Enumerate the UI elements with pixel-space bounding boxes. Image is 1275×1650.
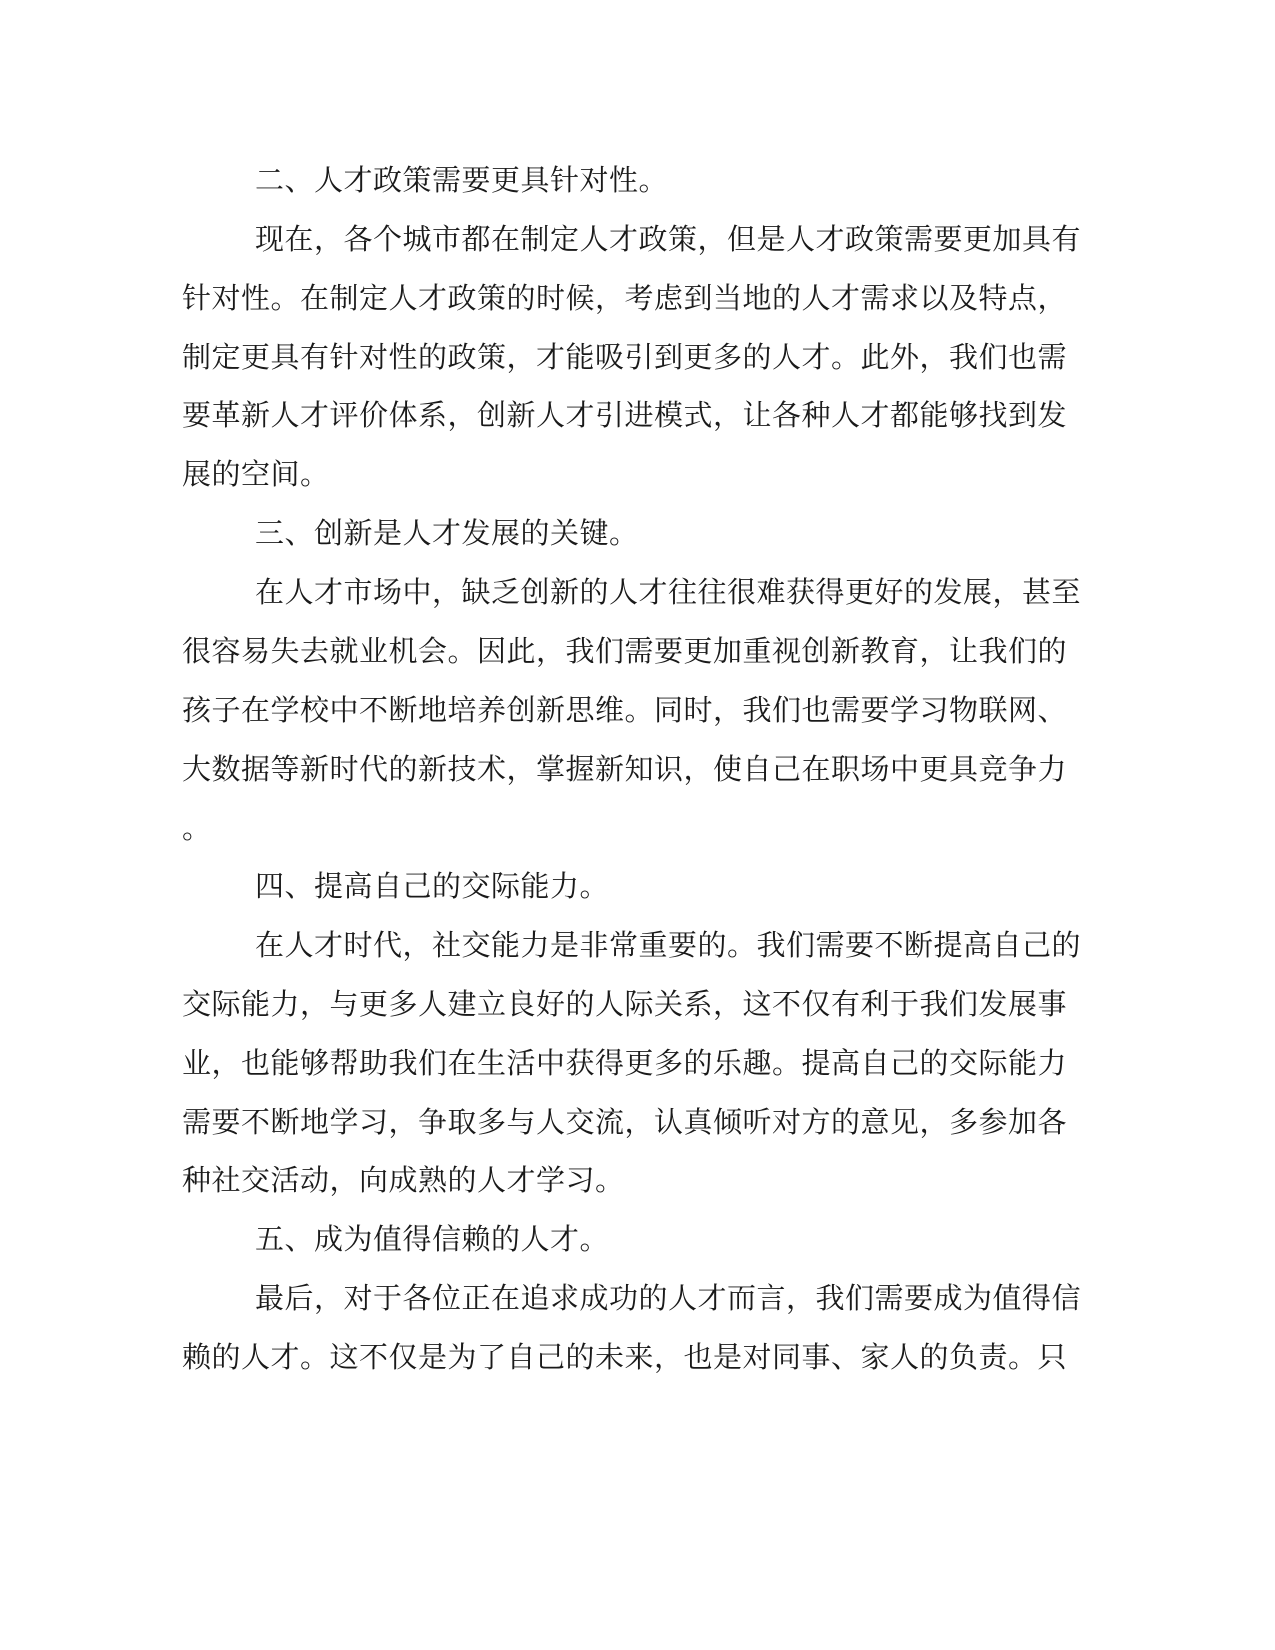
paragraph-line: 大数据等新时代的新技术，掌握新知识，使自己在职场中更具竞争力 [182, 752, 1068, 786]
paragraph-line: 种社交活动，向成熟的人才学习。 [182, 1163, 625, 1197]
paragraph-line: 要革新人才评价体系，创新人才引进模式，让各种人才都能够找到发 [182, 398, 1068, 432]
paragraph-line: 交际能力，与更多人建立良好的人际关系，这不仅有利于我们发展事 [182, 987, 1068, 1021]
paragraph-line: 。 [182, 811, 212, 845]
paragraph-line: 在人才时代，社交能力是非常重要的。我们需要不断提高自己的 [255, 928, 1082, 962]
heading-trustworthy: 五、成为值得信赖的人才。 [255, 1222, 610, 1256]
paragraph-line: 很容易失去就业机会。因此，我们需要更加重视创新教育，让我们的 [182, 634, 1068, 668]
paragraph-line: 业，也能够帮助我们在生活中获得更多的乐趣。提高自己的交际能力 [182, 1046, 1068, 1080]
paragraph-line: 孩子在学校中不断地培养创新思维。同时，我们也需要学习物联网、 [182, 693, 1068, 727]
paragraph-line: 展的空间。 [182, 457, 330, 491]
paragraph-line: 需要不断地学习，争取多与人交流，认真倾听对方的意见，多参加各 [182, 1105, 1068, 1139]
paragraph-line: 最后，对于各位正在追求成功的人才而言，我们需要成为值得信 [255, 1281, 1082, 1315]
paragraph-line: 赖的人才。这不仅是为了自己的未来，也是对同事、家人的负责。只 [182, 1340, 1068, 1374]
paragraph-line: 在人才市场中，缺乏创新的人才往往很难获得更好的发展，甚至 [255, 575, 1082, 609]
paragraph-line: 现在，各个城市都在制定人才政策，但是人才政策需要更加具有 [255, 222, 1082, 256]
paragraph-line: 针对性。在制定人才政策的时候，考虑到当地的人才需求以及特点， [182, 281, 1068, 315]
heading-social-skills: 四、提高自己的交际能力。 [255, 869, 610, 903]
heading-talent-policy: 二、人才政策需要更具针对性。 [255, 163, 669, 197]
paragraph-line: 制定更具有针对性的政策，才能吸引到更多的人才。此外，我们也需 [182, 340, 1068, 374]
heading-innovation: 三、创新是人才发展的关键。 [255, 516, 639, 550]
